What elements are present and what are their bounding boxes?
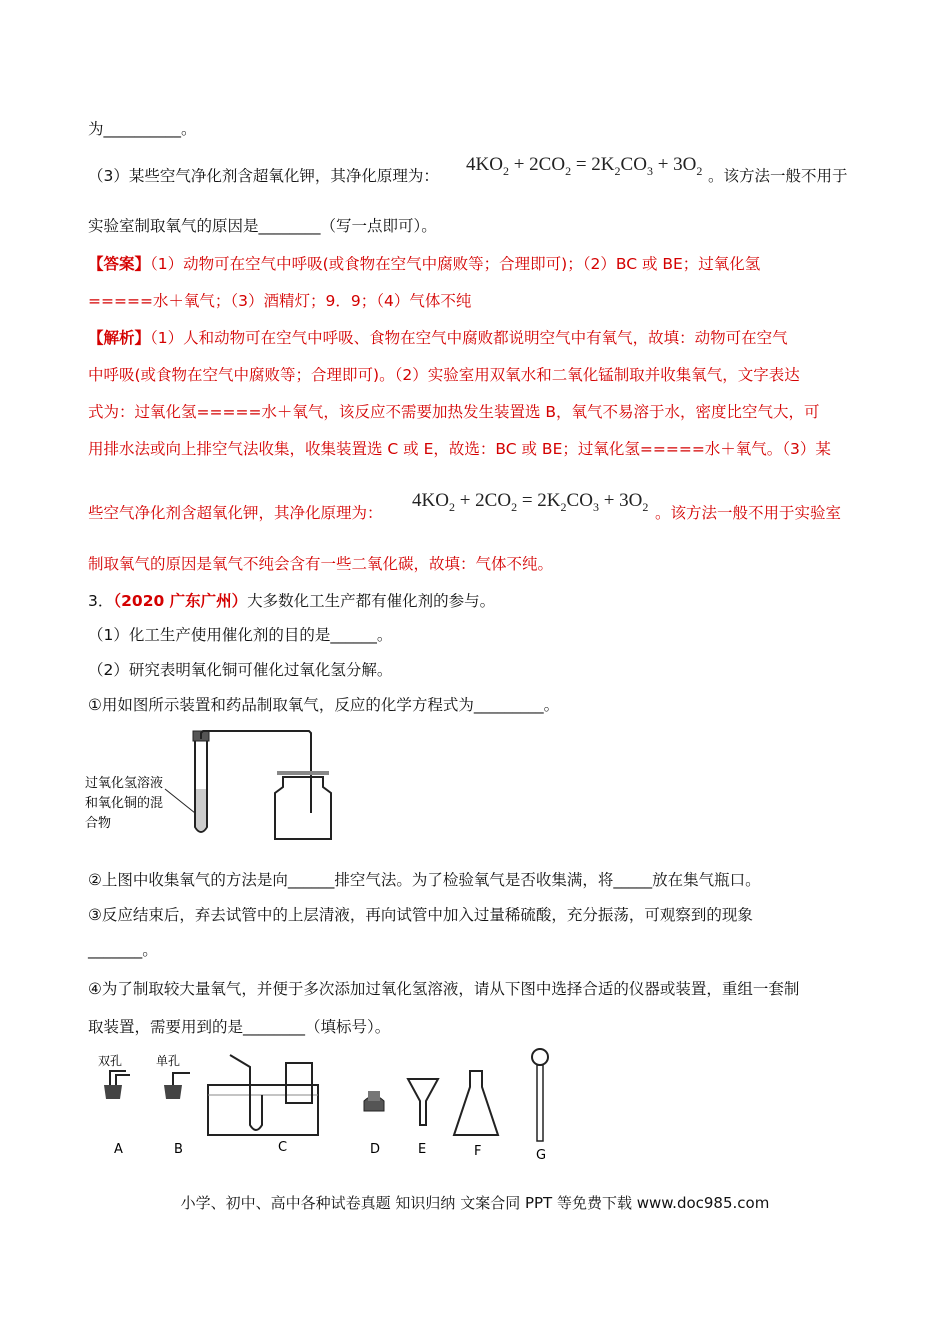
glass-plate bbox=[277, 771, 329, 775]
tag-single-hole: 单孔 bbox=[156, 1054, 181, 1068]
analysis-text: （1）人和动物可在空气中呼吸、食物在空气中腐败都说明空气中有氧气，故填：动物可在空气 bbox=[150, 329, 788, 347]
question-number: 3． bbox=[88, 592, 114, 610]
line-blank-1: 为__________。 bbox=[88, 120, 197, 138]
question-3-part-2: （2）研究表明氧化铜可催化过氧化氢分解。 bbox=[88, 661, 393, 679]
analysis-line-6: 制取氧气的原因是氧气不纯会含有一些二氧化碳，故填：气体不纯。 bbox=[88, 555, 554, 573]
apparatus-a bbox=[98, 1053, 130, 1157]
line-lab-reason: 实验室制取氧气的原因是________（写一点即可）。 bbox=[88, 217, 437, 235]
equation-2: $4KO_2 + 2CO_2 = 2K_2CO_3 + 3O_2$ bbox=[412, 490, 649, 514]
question-3-part-1: （1）化工生产使用催化剂的目的是______。 bbox=[88, 626, 393, 644]
figure-label-3: 合物 bbox=[85, 816, 112, 831]
collection-bottle bbox=[275, 777, 331, 839]
apparatus-g bbox=[532, 1049, 548, 1163]
label-g: G bbox=[536, 1148, 547, 1163]
question-3-stem bbox=[88, 590, 862, 612]
answer-line-1 bbox=[88, 253, 862, 275]
apparatus-e bbox=[408, 1079, 438, 1157]
liquid bbox=[196, 789, 206, 831]
text-eq2-tail: 。该方法一般不用于实验室 bbox=[655, 504, 842, 522]
answer-tag: 【答案】 bbox=[88, 255, 151, 273]
label-c: C bbox=[278, 1140, 288, 1155]
question-3-part-2a: ①用如图所示装置和药品制取氧气，反应的化学方程式为_________。 bbox=[88, 696, 560, 714]
question-text: 大多数化工生产都有催化剂的参与。 bbox=[247, 592, 496, 610]
analysis-line-3: 式为：过氧化氢=====水＋氧气，该反应不需要加热发生装置选 B，氧气不易溶于水，密度比空气大，可 bbox=[88, 403, 820, 421]
figure-oxygen-apparatus bbox=[85, 727, 345, 845]
text: （3）某些空气净化剂含超氧化钾，其净化原理为： bbox=[88, 167, 439, 185]
question-3-part-2c: ③反应结束后，弃去试管中的上层清液，再向试管中加入过量稀硫酸，充分振荡，可观察到的现象 bbox=[88, 906, 753, 924]
analysis-line-4: 用排水法或向上排空气法收集，收集装置选 C 或 E，故选：BC 或 BE；过氧化氢=====水＋氧气。（3）某 bbox=[88, 440, 831, 458]
text-eq1-tail: 。该方法一般不用于 bbox=[708, 167, 848, 185]
page-footer: 小学、初中、高中各种试卷真题 知识归纳 文案合同 PPT 等免费下载 www.doc985.com bbox=[180, 1194, 770, 1212]
apparatus-b bbox=[156, 1053, 190, 1157]
figure-apparatus-options bbox=[90, 1045, 580, 1163]
question-3-part-2b: ②上图中收集氧气的方法是向______排空气法。为了检验氧气是否收集满，将_____放在集气瓶口。 bbox=[88, 871, 761, 889]
apparatus-f bbox=[454, 1071, 498, 1159]
label-a: A bbox=[114, 1142, 123, 1157]
label-b: B bbox=[174, 1142, 183, 1157]
apparatus-d bbox=[364, 1091, 384, 1157]
analysis-line-2: 中呼吸(或食物在空气中腐败等；合理即可)。（2）实验室用双氧水和二氧化锰制取并收集氧气，文字表达 bbox=[88, 366, 800, 384]
answer-text: （1）动物可在空气中呼吸(或食物在空气中腐败等；合理即可)；（2）BC 或 BE；过氧化氢 bbox=[150, 255, 761, 273]
figure-label-2: 和氧化铜的混 bbox=[85, 796, 164, 811]
analysis-line-1 bbox=[88, 327, 862, 349]
question-3-part-2c-blank: _______。 bbox=[88, 941, 158, 959]
analysis-tag: 【解析】 bbox=[88, 329, 151, 347]
answer-line-2: =====水＋氧气；（3）酒精灯；9．9；（4）气体不纯 bbox=[88, 292, 472, 310]
question-source: （2020 广东广州） bbox=[113, 592, 248, 610]
question-3-part-2d-2: 取装置，需要用到的是________（填标号）。 bbox=[88, 1018, 391, 1036]
tag-double-hole: 双孔 bbox=[98, 1054, 123, 1068]
label-d: D bbox=[370, 1142, 381, 1157]
apparatus-c bbox=[208, 1055, 318, 1155]
label-f: F bbox=[474, 1144, 482, 1159]
equation-1: $4KO_2 + 2CO_2 = 2K_2CO_3 + 3O_2$ bbox=[466, 154, 703, 178]
question-3-part-2d: ④为了制取较大量氧气，并便于多次添加过氧化氢溶液，请从下图中选择合适的仪器或装置，重组一套制 bbox=[88, 980, 800, 998]
label-e: E bbox=[418, 1142, 427, 1157]
analysis-line-5: 些空气净化剂含超氧化钾，其净化原理为： bbox=[88, 504, 383, 522]
figure-label-1: 过氧化氢溶液 bbox=[85, 776, 164, 791]
